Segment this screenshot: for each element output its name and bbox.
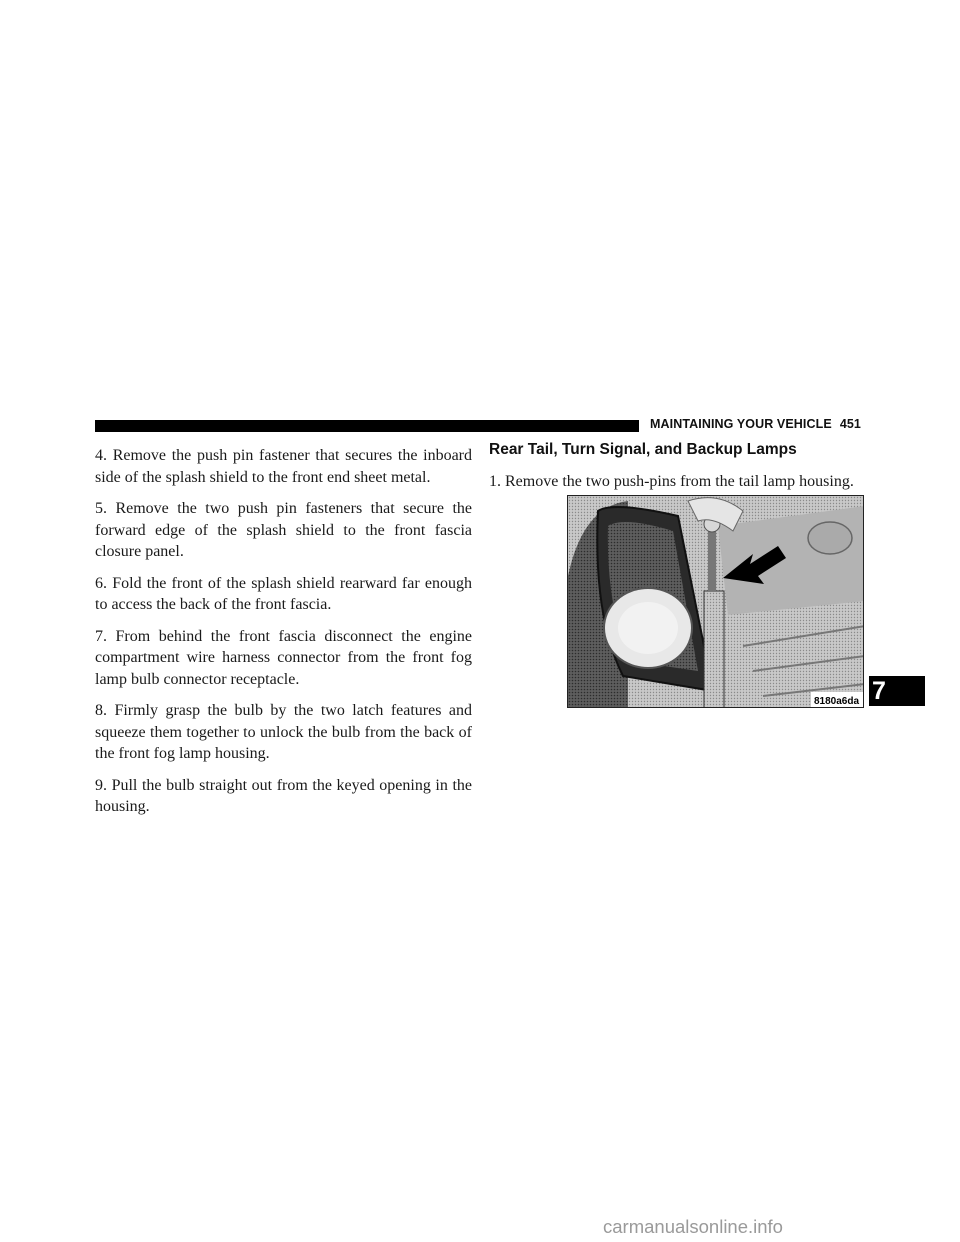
tail-lamp-illustration [568, 496, 864, 708]
step-paragraph-8: 8. Firmly grasp the bulb by the two latch features and squeeze them together to unlock the bulb from the back of the front fog lamp housing. [95, 702, 472, 762]
step-paragraph-5: 5. Remove the two push pin fasteners that secure the forward edge of the splash shield to the front fascia closure panel. [95, 500, 472, 560]
figure-label: 8180a6da [814, 696, 860, 707]
chapter-tab: 7 [869, 676, 925, 706]
watermark: carmanualsonline.info [603, 1216, 783, 1237]
step-paragraph-7: 7. From behind the front fascia disconnect the engine compartment wire harness connector from the front fog lamp bulb connector receptacle. [95, 627, 472, 688]
step-paragraph-9: 9. Pull the bulb straight out from the keyed opening in the housing. [95, 776, 472, 815]
step-paragraph-1: 1. Remove the two push-pins from the tail lamp housing. [489, 473, 854, 490]
step-paragraph-6: 6. Fold the front of the splash shield rearward far enough to access the back of the front fascia. [95, 574, 472, 613]
running-header [650, 417, 865, 435]
right-column [489, 441, 864, 493]
section-title: Rear Tail, Turn Signal, and Backup Lamps [489, 441, 797, 458]
left-column [95, 445, 472, 828]
tail-lamp-figure [567, 495, 864, 708]
header-title: MAINTAINING YOUR VEHICLE [650, 417, 832, 431]
step-paragraph-4: 4. Remove the push pin fastener that secures the inboard side of the splash shield to the front end sheet metal. [95, 447, 472, 486]
header-rule [95, 420, 639, 432]
page-number: 451 [839, 417, 861, 431]
